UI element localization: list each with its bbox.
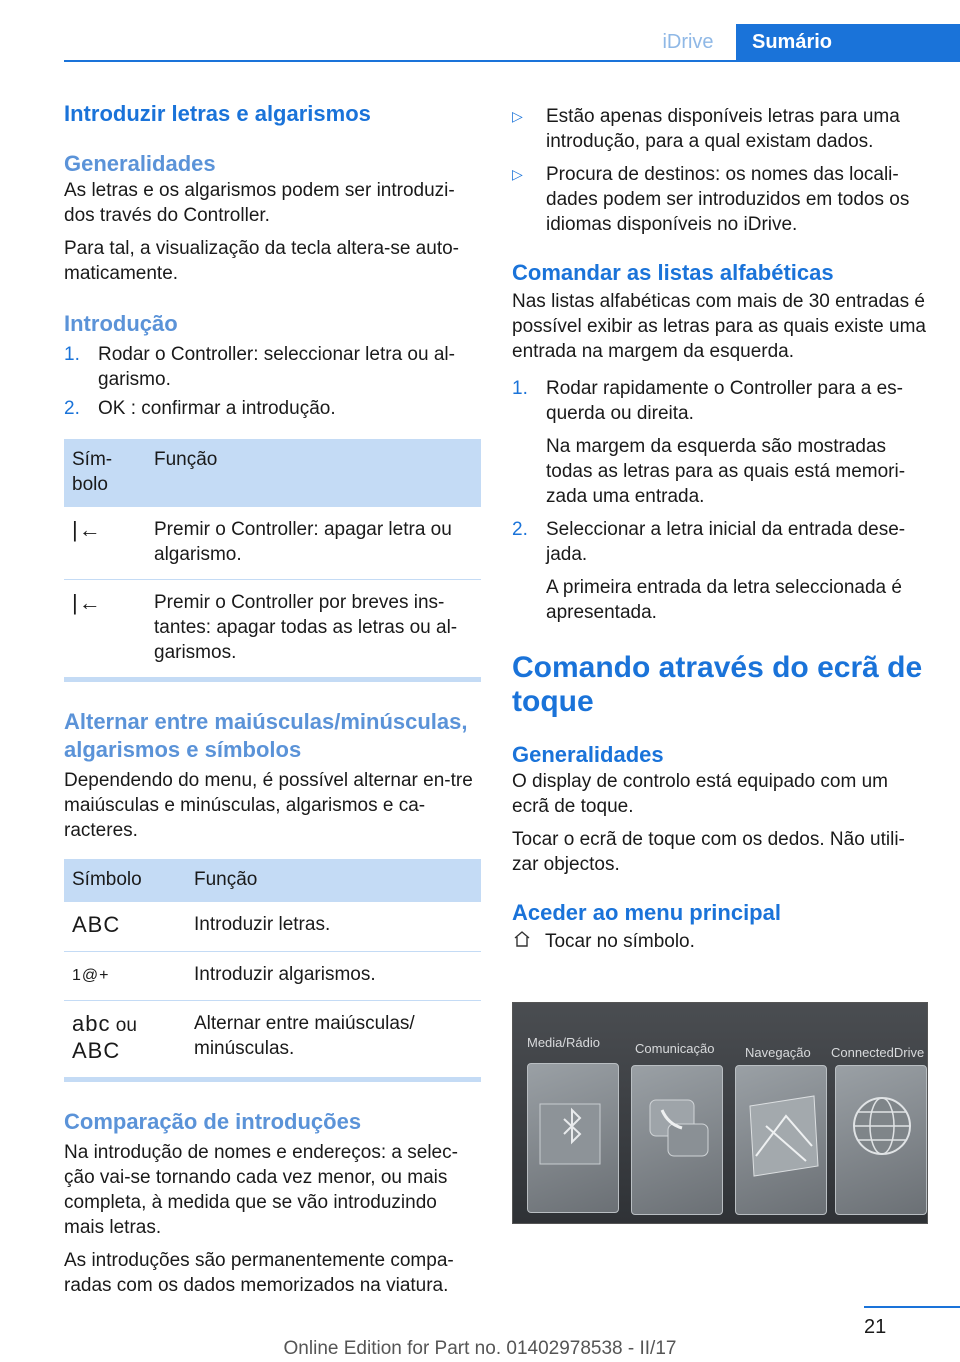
list-item: [512, 517, 928, 625]
paragraph: Nas listas alfabéticas com mais de 30 entradas é possível exibir as letras para as quais existe uma entrada na margem da esquerda.: [512, 291, 926, 362]
numbers-symbols-icon: 1@+: [72, 967, 110, 984]
heading-introducao: Introdução: [64, 311, 178, 336]
paragraph: O display de controlo está equipado com um ecrã de toque.: [512, 771, 888, 817]
tile-label: ConnectedDrive: [831, 1045, 925, 1060]
list-item: [512, 376, 928, 509]
table-cell: Premir o Controller: apagar letra ou algarismo.: [146, 507, 481, 580]
bullet-text: Estão apenas disponíveis letras para uma introdução, para a qual existam dados.: [546, 106, 900, 152]
paragraph: Dependendo do menu, é possível alternar en-tre maiúsculas e minúsculas, algarismos e ca-racteres.: [64, 770, 473, 841]
step-number: 2.: [512, 519, 528, 540]
uppercase-abc-icon: ABC: [72, 912, 121, 937]
navigation-tile: [735, 1065, 827, 1215]
table-header-row: [64, 439, 481, 507]
uppercase-abc-icon: ABC: [72, 1038, 121, 1063]
tile-label: Media/Rádio: [527, 1035, 600, 1050]
page-number: 21: [864, 1316, 887, 1338]
alpha-steps: [512, 376, 928, 625]
step-content: [546, 517, 928, 625]
list-item: [64, 396, 481, 421]
paragraph: As introduções são permanentemente compa-radas com os dados memorizados na viatura.: [64, 1250, 454, 1296]
heading-alternar: Alternar entre maiúsculas/minúsculas, algarismos e símbolos: [64, 709, 468, 762]
table-row: [64, 507, 481, 580]
table-cell: Introduzir algarismos.: [186, 952, 481, 1001]
bullet-list: [512, 104, 928, 237]
step-content: [546, 376, 928, 509]
table-row: [64, 952, 481, 1001]
heading-menu-principal: Aceder ao menu principal: [512, 900, 781, 925]
step-text: Rodar o Controller: seleccionar letra ou al-garismo.: [98, 344, 455, 390]
list-item: [512, 104, 928, 154]
table-header-row: [64, 859, 481, 902]
tile-label: Navegação: [745, 1045, 811, 1060]
footer-rule: [864, 1306, 960, 1308]
phone-icon: [632, 1066, 724, 1216]
column-header: Sím-bolo: [64, 439, 146, 507]
paragraph: As letras e os algarismos podem ser introduzi-dos través do Controller.: [64, 180, 455, 226]
communication-tile: [631, 1065, 723, 1215]
triangle-bullet-icon: ▷: [512, 108, 523, 124]
heading-ecra-toque: Comando através do ecrã de toque: [512, 651, 923, 718]
intro-steps: [64, 342, 481, 421]
step-text: Seleccionar a letra inicial da entrada dese-jada.: [546, 519, 906, 565]
list-item: [512, 162, 928, 237]
list-item: [64, 342, 481, 392]
step-detail: A primeira entrada da letra seleccionada é apresentada.: [546, 577, 902, 623]
step-text: OK : confirmar a introdução.: [98, 398, 336, 419]
column-header: Função: [186, 859, 481, 902]
or-label: ou: [115, 1015, 137, 1036]
step-detail: Na margem da esquerda são mostradas todas as letras para as quais está memori-zada uma entrada.: [546, 436, 906, 507]
table-row: [64, 902, 481, 952]
header-section-link[interactable]: iDrive: [662, 31, 714, 53]
step-number: 1.: [64, 344, 80, 365]
map-icon: [736, 1066, 828, 1216]
header-rule: [64, 60, 960, 62]
heading-generalidades-toque: Generalidades: [512, 742, 664, 767]
menu-instruction: [512, 929, 928, 956]
header-contents-tab[interactable]: Sumário: [736, 24, 960, 60]
heading-listas-alfabeticas: Comandar as listas alfabéticas: [512, 260, 834, 285]
instruction-text: Tocar no símbolo.: [544, 931, 695, 952]
section-title: Introduzir letras e algarismos: [64, 101, 371, 126]
edition-footer: Online Edition for Part no. 01402978538 - II/17: [283, 1338, 677, 1359]
connecteddrive-tile: [835, 1065, 927, 1215]
step-text: Rodar rapidamente o Controller para a es-querda ou direita.: [546, 378, 903, 424]
tile-label: Comunicação: [635, 1041, 715, 1056]
paragraph: Tocar o ecrã de toque com os dedos. Não utili-zar objectos.: [512, 829, 905, 875]
table-cell: Introduzir letras.: [186, 902, 481, 952]
heading-comparacao: Comparação de introduções: [64, 1109, 362, 1134]
column-header: Função: [146, 439, 481, 507]
bluetooth-icon: [528, 1064, 620, 1214]
home-icon: [512, 929, 540, 956]
table-row: [64, 580, 481, 680]
table-cell: Premir o Controller por breves ins-tantes: apagar todas as letras ou al-garismos.: [146, 580, 481, 680]
table-cell: Alternar entre maiúsculas/ minúsculas.: [186, 1001, 481, 1080]
heading-generalidades: Generalidades: [64, 151, 216, 176]
delete-back-icon: |←: [72, 590, 102, 615]
step-number: 2.: [64, 398, 80, 419]
triangle-bullet-icon: ▷: [512, 166, 523, 182]
column-header: Símbolo: [64, 859, 186, 902]
case-symbols-table: [64, 859, 481, 1082]
media-tile: [527, 1063, 619, 1213]
right-column: [512, 100, 928, 956]
step-number: 1.: [512, 378, 528, 399]
paragraph: Na introdução de nomes e endereços: a selec-ção vai-se tornando cada vez menor, ou mais completa, à medida que se vão introduzindo mais letras.: [64, 1142, 458, 1238]
table-row: [64, 1001, 481, 1080]
bullet-text: Procura de destinos: os nomes das locali-dades podem ser introduzidos em todos os idiomas disponíveis no iDrive.: [546, 164, 910, 235]
delete-symbols-table: [64, 439, 481, 682]
paragraph: Para tal, a visualização da tecla altera-se auto-maticamente.: [64, 238, 459, 284]
delete-back-icon: |←: [72, 517, 102, 542]
touchscreen-menu-image: [512, 1002, 928, 1224]
left-column: [64, 100, 481, 1298]
lowercase-abc-icon: abc: [72, 1011, 111, 1036]
globe-icon: [836, 1066, 928, 1216]
